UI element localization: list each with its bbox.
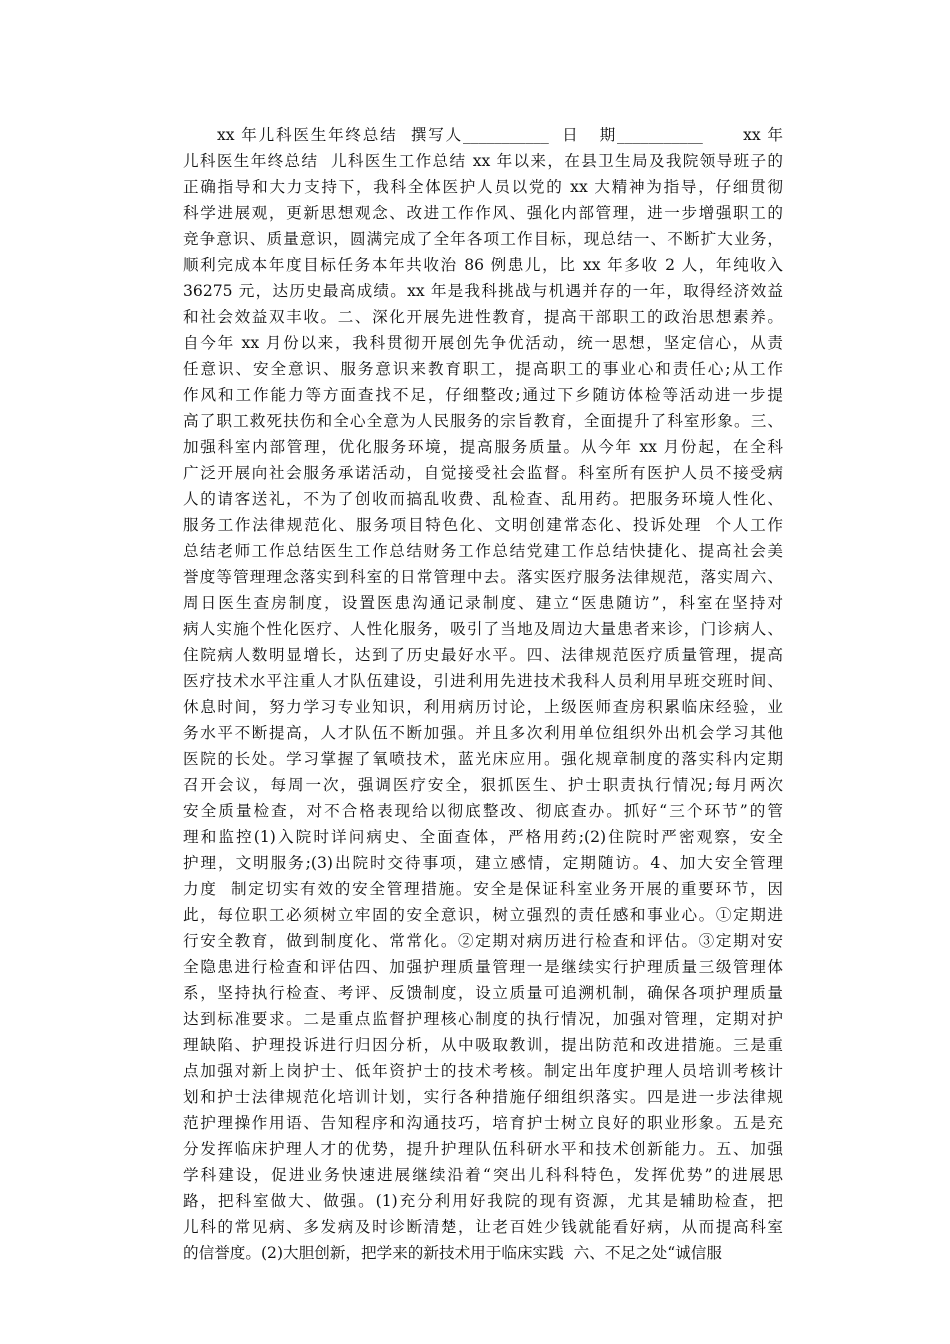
text-line: 路，把科室做大、做强。(1)充分利用好我院的现有资源，尤其是辅助检查，把: [183, 1192, 783, 1210]
text-line: 全隐患进行检查和评估四、加强护理质量管理一是继续实行护理质量三级管理体: [183, 958, 783, 976]
text-line: 达到标准要求。二是重点监督护理核心制度的执行情况，加强对管理，定期对护: [183, 1010, 783, 1028]
text-line: 范护理操作用语、告知程序和沟通技巧，培育护士树立良好的职业形象。五是充: [183, 1114, 783, 1132]
text-line: 休息时间，努力学习专业知识，利用病历讨论，上级医师查房积累临床经验，业: [183, 698, 783, 716]
document-body: [183, 122, 783, 1266]
text-line: 理缺陷、护理投诉进行归因分析，从中吸取教训，提出防范和改进措施。三是重: [183, 1036, 783, 1054]
text-line: 誉度等管理理念落实到科室的日常管理中去。落实医疗服务法律规范，落实周六、: [183, 568, 783, 586]
text-line: 广泛开展向社会服务承诺活动，自觉接受社会监督。科室所有医护人员不接受病: [183, 464, 783, 482]
text-line: 36275 元，达历史最高成绩。xx 年是我科挑战与机遇并存的一年，取得经济效益: [183, 282, 783, 300]
text-line: 作风和工作能力等方面查找不足，仔细整改;通过下乡随访体检等活动进一步提: [183, 386, 783, 404]
text-line: 安全质量检查，对不合格表现给以彻底整改、彻底查办。抓好“三个环节”的管: [183, 802, 783, 820]
text-line: 竞争意识、质量意识，圆满完成了全年各项工作目标，现总结一、不断扩大业务，: [183, 230, 783, 248]
text-line: 行安全教育，做到制度化、常常化。②定期对病历进行检查和评估。③定期对安: [183, 932, 783, 950]
text-line: 务水平不断提高，人才队伍不断加强。并且多次利用单位组织外出机会学习其他: [183, 724, 783, 742]
text-line: 此，每位职工必须树立牢固的安全意识，树立强烈的责任感和事业心。①定期进: [183, 906, 783, 924]
text-line: 高了职工救死扶伤和全心全意为人民服务的宗旨教育，全面提升了科室形象。三、: [183, 412, 783, 430]
text-line: 儿科的常见病、多发病及时诊断清楚，让老百姓少钱就能看好病，从而提高科室: [183, 1218, 783, 1236]
text-line: 点加强对新上岗护士、低年资护士的技术考核。制定出年度护理人员培训考核计: [183, 1062, 783, 1080]
text-line: 力度 制定切实有效的安全管理措施。安全是保证科室业务开展的重要环节，因: [183, 880, 783, 898]
text-line: 科学进展观，更新思想观念、改进工作作风、强化内部管理，进一步增强职工的: [183, 204, 783, 222]
text-line: 和社会效益双丰收。二、深化开展先进性教育，提高干部职工的政治思想素养。: [183, 308, 783, 326]
text-line: 分发挥临床护理人才的优势，提升护理队伍科研水平和技术创新能力。五、加强: [183, 1140, 783, 1158]
text-line: 病人实施个性化医疗、人性化服务，吸引了当地及周边大量患者来诊，门诊病人、: [183, 620, 783, 638]
text-line: 的信誉度。(2)大胆创新，把学来的新技术用于临床实践 六、不足之处“诚信服: [183, 1244, 722, 1262]
text-line: 周日医生查房制度，设置医患沟通记录制度、建立“医患随访”，科室在坚持对: [183, 594, 783, 612]
text-line: 召开会议，每周一次，强调医疗安全，狠抓医生、护士职责执行情况;每月两次: [183, 776, 783, 794]
text-line: 总结老师工作总结医生工作总结财务工作总结党建工作总结快捷化、提高社会美: [183, 542, 783, 560]
text-line: 学科建设，促进业务快速进展继续沿着“突出儿科科特色，发挥优势”的进展思: [183, 1166, 783, 1184]
text-line: 服务工作法律规范化、服务项目特色化、文明创建常态化、投诉处理 个人工作: [183, 516, 783, 534]
text-line: 住院病人数明显增长，达到了历史最好水平。四、法律规范医疗质量管理，提高: [183, 646, 783, 664]
text-line: 划和护士法律规范化培训计划，实行各种措施仔细组织落实。四是进一步法律规: [183, 1088, 783, 1106]
text-line: 加强科室内部管理，优化服务环境，提高服务质量。从今年 xx 月份起，在全科: [183, 438, 783, 456]
text-line: 人的请客送礼，不为了创收而搞乱收费、乱检查、乱用药。把服务环境人性化、: [183, 490, 783, 508]
text-line: 儿科医生年终总结 儿科医生工作总结 xx 年以来，在县卫生局及我院领导班子的: [183, 152, 783, 170]
text-line: 护理，文明服务;(3)出院时交待事项，建立感情，定期随访。4、加大安全管理: [183, 854, 783, 872]
text-line: 医院的长处。学习掌握了氧喷技术，蓝光床应用。强化规章制度的落实科内定期: [183, 750, 783, 768]
text-line: 自今年 xx 月份以来，我科贯彻开展创先争优活动，统一思想，坚定信心，从责: [183, 334, 783, 352]
text-line: 医疗技术水平注重人才队伍建设，引进利用先进技术我科人员利用早班交班时间、: [183, 672, 783, 690]
text-line: xx 年儿科医生年终总结 撰写人___________ 日 期___________ xx 年: [217, 126, 783, 144]
text-line: 系，坚持执行检查、考评、反馈制度，设立质量可追溯机制，确保各项护理质量: [183, 984, 783, 1002]
text-line: 顺利完成本年度目标任务本年共收治 86 例患儿，比 xx 年多收 2 人，年纯收入: [183, 256, 783, 274]
text-line: 任意识、安全意识、服务意识来教育职工，提高职工的事业心和责任心;从工作: [183, 360, 783, 378]
text-line: 正确指导和大力支持下，我科全体医护人员以党的 xx 大精神为指导，仔细贯彻: [183, 178, 783, 196]
text-line: 理和监控(1)入院时详问病史、全面查体，严格用药;(2)住院时严密观察，安全: [183, 828, 783, 846]
